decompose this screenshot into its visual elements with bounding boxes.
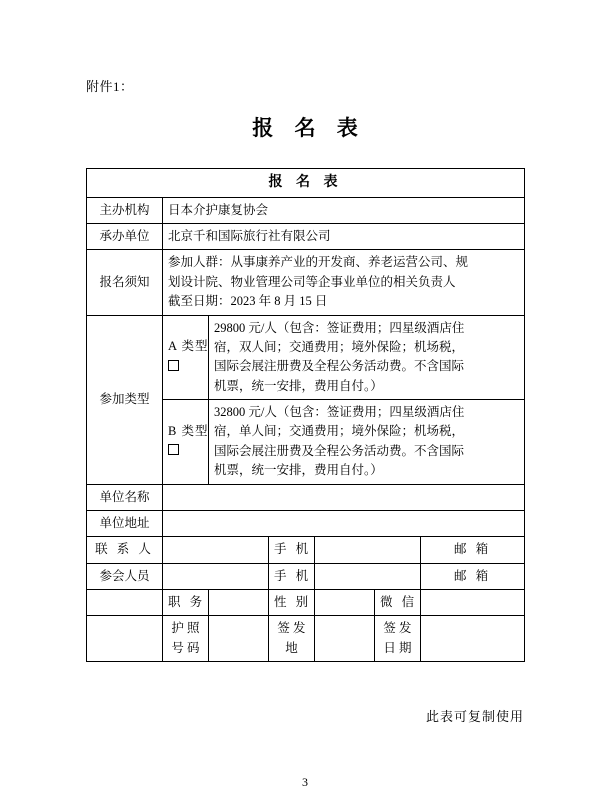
gender-label: 性 别 [269,590,315,616]
table-row [87,616,525,662]
page-number: 3 [302,775,308,789]
spacer-cell [87,616,163,662]
undertaker-label: 承办单位 [87,224,163,250]
type-b-code: B 类型 [168,423,209,438]
type-b-description [209,400,525,485]
notice-label: 报名须知 [87,250,163,315]
passport-value[interactable] [209,616,269,662]
wechat-value[interactable] [421,590,525,616]
wechat-label: 微 信 [375,590,421,616]
page-title: 报 名 表 [252,116,366,140]
table-row [87,563,525,589]
position-label: 职 务 [163,590,209,616]
passport-label-line-2: 号 码 [171,640,200,655]
type-a-line-3: 国际会展注册费及全程公务活动费。不含国际 [214,359,465,374]
organizer-label: 主办机构 [87,197,163,223]
type-b-line-2: 宿，单人间；交通费用；境外保险；机场税， [214,424,465,439]
issue-date-label-line-1: 签 发 [383,621,412,636]
table-row [87,510,525,536]
table-row [87,484,525,510]
footer-note: 此表可复制使用 [425,709,524,724]
type-b-code-cell [163,400,209,485]
type-b-line-4: 机票，统一安排，费用自付。） [214,463,383,478]
table-row [87,250,525,315]
company-name-label: 单位名称 [87,484,163,510]
type-b-line-1: 32800 元/人（包含：签证费用；四星级酒店住 [214,405,465,420]
issue-place-label-line-2: 地 [285,640,298,655]
contact-mobile-label: 手 机 [269,537,315,563]
issue-place-value[interactable] [315,616,375,662]
attendee-label: 参会人员 [87,563,163,589]
registration-form-table [86,168,525,662]
type-a-line-1: 29800 元/人（包含：签证费用；四星级酒店住 [214,320,465,335]
organizer-value[interactable]: 日本介护康复协会 [163,197,525,223]
passport-label [163,616,209,662]
table-row [87,224,525,250]
type-b-line-3: 国际会展注册费及全程公务活动费。不含国际 [214,443,465,458]
attendee-mobile-value[interactable] [315,563,421,589]
company-name-value[interactable] [163,484,525,510]
table-row [87,315,525,400]
issue-date-label-line-2: 日 期 [383,640,412,655]
passport-label-line-1: 护 照 [171,621,200,636]
table-title: 报 名 表 [87,169,525,198]
type-b-checkbox[interactable] [168,444,179,455]
company-address-label: 单位地址 [87,510,163,536]
contact-label: 联 系 人 [87,537,163,563]
table-header-row [87,169,525,198]
undertaker-value[interactable]: 北京千和国际旅行社有限公司 [163,224,525,250]
table-row [87,197,525,223]
attendee-value[interactable] [163,563,269,589]
position-value[interactable] [209,590,269,616]
type-a-code: A 类型 [168,339,209,354]
contact-mobile-value[interactable] [315,537,421,563]
attachment-label: 附件1： [86,79,134,94]
type-a-line-2: 宿，双人间；交通费用；境外保险；机场税， [214,339,465,354]
contact-email-label: 邮 箱 [421,537,525,563]
issue-date-value[interactable] [421,616,525,662]
type-a-description [209,315,525,400]
table-row [87,590,525,616]
attendee-mobile-label: 手 机 [269,563,315,589]
attendee-email-label: 邮 箱 [421,563,525,589]
contact-value[interactable] [163,537,269,563]
gender-value[interactable] [315,590,375,616]
type-a-code-cell [163,315,209,400]
issue-date-label [375,616,421,662]
participation-type-label: 参加类型 [87,315,163,484]
spacer-cell [87,590,163,616]
table-row [87,537,525,563]
type-a-line-4: 机票，统一安排，费用自付。） [214,378,383,393]
type-a-checkbox[interactable] [168,360,179,371]
issue-place-label [269,616,315,662]
notice-line-1: 参加人群：从事康养产业的开发商、养老运营公司、规 [168,255,469,270]
notice-line-3: 截至日期：2023 年 8 月 15 日 [168,294,328,309]
notice-value [163,250,525,315]
notice-line-2: 划设计院、物业管理公司等企事业单位的相关负责人 [168,274,456,289]
company-address-value[interactable] [163,510,525,536]
issue-place-label-line-1: 签 发 [277,621,306,636]
